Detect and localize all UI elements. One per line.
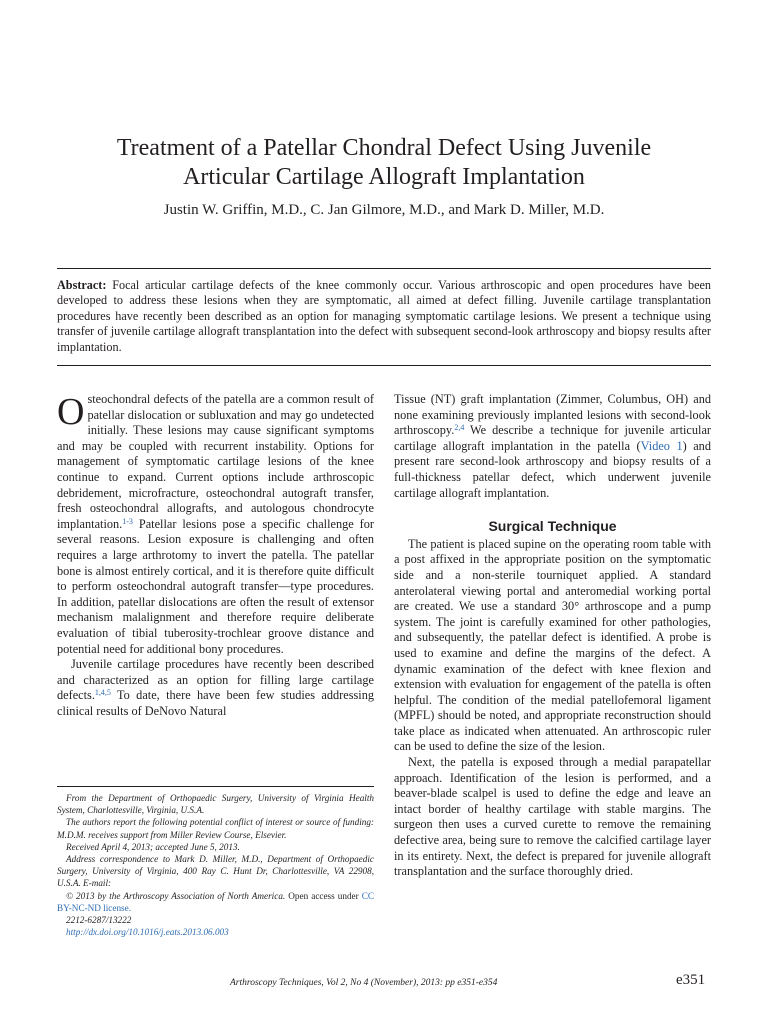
footnote-dates: Received April 4, 2013; accepted June 5, 2013. xyxy=(66,841,240,852)
footnote-issn: 2212-6287/13222 xyxy=(66,915,132,926)
intro-paragraph-3: Tissue (NT) graft implantation (Zimmer, Columbus, OH) and none examining previously implanted lesions with second-look arthroscopy.$^{2,4}$ We describe a technique for juvenile articular cartilage allograft implantation in the patella (Video 1) and present rare second-look arthroscopy and biopsy results of a full-thickness patellar defect, which underwent juvenile cartilage allograft implantation. xyxy=(394,392,711,500)
footnote-affiliation: From the Department of Orthopaedic Surgery, University of Virginia Health System, Charlottesville, Virginia, U.S.A. xyxy=(57,793,374,816)
abstract-bottom-rule xyxy=(57,365,711,366)
footnote-address: Address correspondence to Mark D. Miller, M.D., Department of Orthopaedic Surgery, University of Virginia, 400 Ray C. Hunt Dr, Charlottesville, VA 22908, U.S.A. E-mail: xyxy=(57,854,374,889)
intro-paragraph-2: Juvenile cartilage procedures have recently been described and characterized as an option for filling large cartilage defects.$^{1,4,5}$ To date, there have been few studies addressing clinical results of DeNovo Natural xyxy=(57,657,374,718)
doi-link[interactable]: http://dx.doi.org/10.1016/j.eats.2013.06.003 xyxy=(66,927,229,938)
video-1-link[interactable]: Video 1 xyxy=(640,438,683,453)
footnote-rule xyxy=(57,786,374,787)
technique-paragraph-1: The patient is placed supine on the operating room table with a post affixed in the appropriate position on the symptomatic side and a non-sterile tourniquet applied. A standard anterolateral viewing portal and anteromedial working portal are created. We use a standard 30° arthroscope and a pump system. The joint is carefully examined for other pathologies, and subsequently, the patellar defect is identified. A probe is used to examine and define the margins of the defect. A dynamic examination of the defect with knee flexion and extension with evaluation for engagement of the patella is often helpful. The condition of the medial patellofemoral ligament (MPFL) should be noted, and appropriate reconstruction should take place as indicated when attenuated. An arthroscopic ruler can be used to define the size of the lesion. xyxy=(394,536,711,754)
abstract-text: Focal articular cartilage defects of the knee commonly occur. Various arthroscopic and open procedures have been developed to address these lesions when they are symptomatic, all aimed at defect filling. Juvenile cartilage transplantation procedures have recently been described as an option for managing symptomatic cartilage lesions. We present a technique using transfer of juvenile cartilage allograft transplantation into the defect with subsequent second-look arthroscopy and biopsy results after implantation. xyxy=(57,278,712,354)
citation-2-4[interactable]: 2,4 xyxy=(454,423,465,433)
author-list: Justin W. Griffin, M.D., C. Jan Gilmore, M.D., and Mark D. Miller, M.D. xyxy=(163,202,605,218)
left-column xyxy=(57,392,374,719)
title-line-2: Articular Cartilage Allograft Implantation xyxy=(183,164,585,190)
article-title xyxy=(60,134,708,192)
citation-1-4-5[interactable]: 1,4,5 xyxy=(94,688,111,698)
footnotes xyxy=(57,792,374,938)
footnote-conflict: The authors report the following potential conflict of interest or source of funding: M.D.M. receives support from Miller Review Course, Elsevier. xyxy=(57,817,374,840)
abstract-top-rule xyxy=(57,268,711,269)
abstract-label: Abstract: xyxy=(57,278,107,292)
page-number: e351 xyxy=(676,972,706,988)
citation-1-3[interactable]: 1-3 xyxy=(122,516,133,526)
running-footer: Arthroscopy Techniques, Vol 2, No 4 (November), 2013: pp e351-e354 xyxy=(230,978,498,988)
license-link[interactable]: CC BY-NC-ND license. xyxy=(57,890,375,913)
abstract xyxy=(57,278,711,355)
title-line-1: Treatment of a Patellar Chondral Defect Using Juvenile xyxy=(116,135,652,161)
technique-paragraph-2: Next, the patella is exposed through a medial parapatellar approach. Identification of the lesion is performed, and a beaver-blade scalpel is used to define the edge and leave an intact border of healthy cartilage with stable margins. The surgeon then uses a curved curette to remove the remaining defective area, being sure to remove the calcified cartilage layer in its entirety. Next, the defect is prepared for juvenile allograft transplantation and the surface thoroughly dried. xyxy=(394,755,711,879)
right-column xyxy=(394,392,711,880)
footnote-copyright: © 2013 by the Arthroscopy Association of North America. Open access under CC BY-NC-ND license. xyxy=(57,890,375,913)
intro-paragraph-1: Osteochondral defects of the patella are a common result of patellar dislocation or subluxation and may go undetected initially. These lesions may cause significant symptoms and may be coupled with recurrent instability. Options for management of symptomatic cartilage lesions of the knee continue to expand. Current options include arthroscopic debridement, microfracture, osteochondral autograft transfer, fresh osteochondral allografts, and autologous chondrocyte implantation.$^{1-3}$ Patellar lesions pose a specific challenge for several reasons. Lesion exposure is challenging and often requires a large arthrotomy to invert the patella. The patellar bone is almost entirely cortical, and it is therefore quite difficult to perform osteochondral autograft transfer—type procedures. In addition, patellar dislocations are often the result of extensor mechanism malalignment and therefore require deliberate evaluation of tibial tuberosity-trochlear groove distance and potential need for additional bony procedures. xyxy=(57,391,374,656)
section-heading-surgical-technique: Surgical Technique xyxy=(488,518,617,535)
drop-cap: O xyxy=(57,391,85,433)
